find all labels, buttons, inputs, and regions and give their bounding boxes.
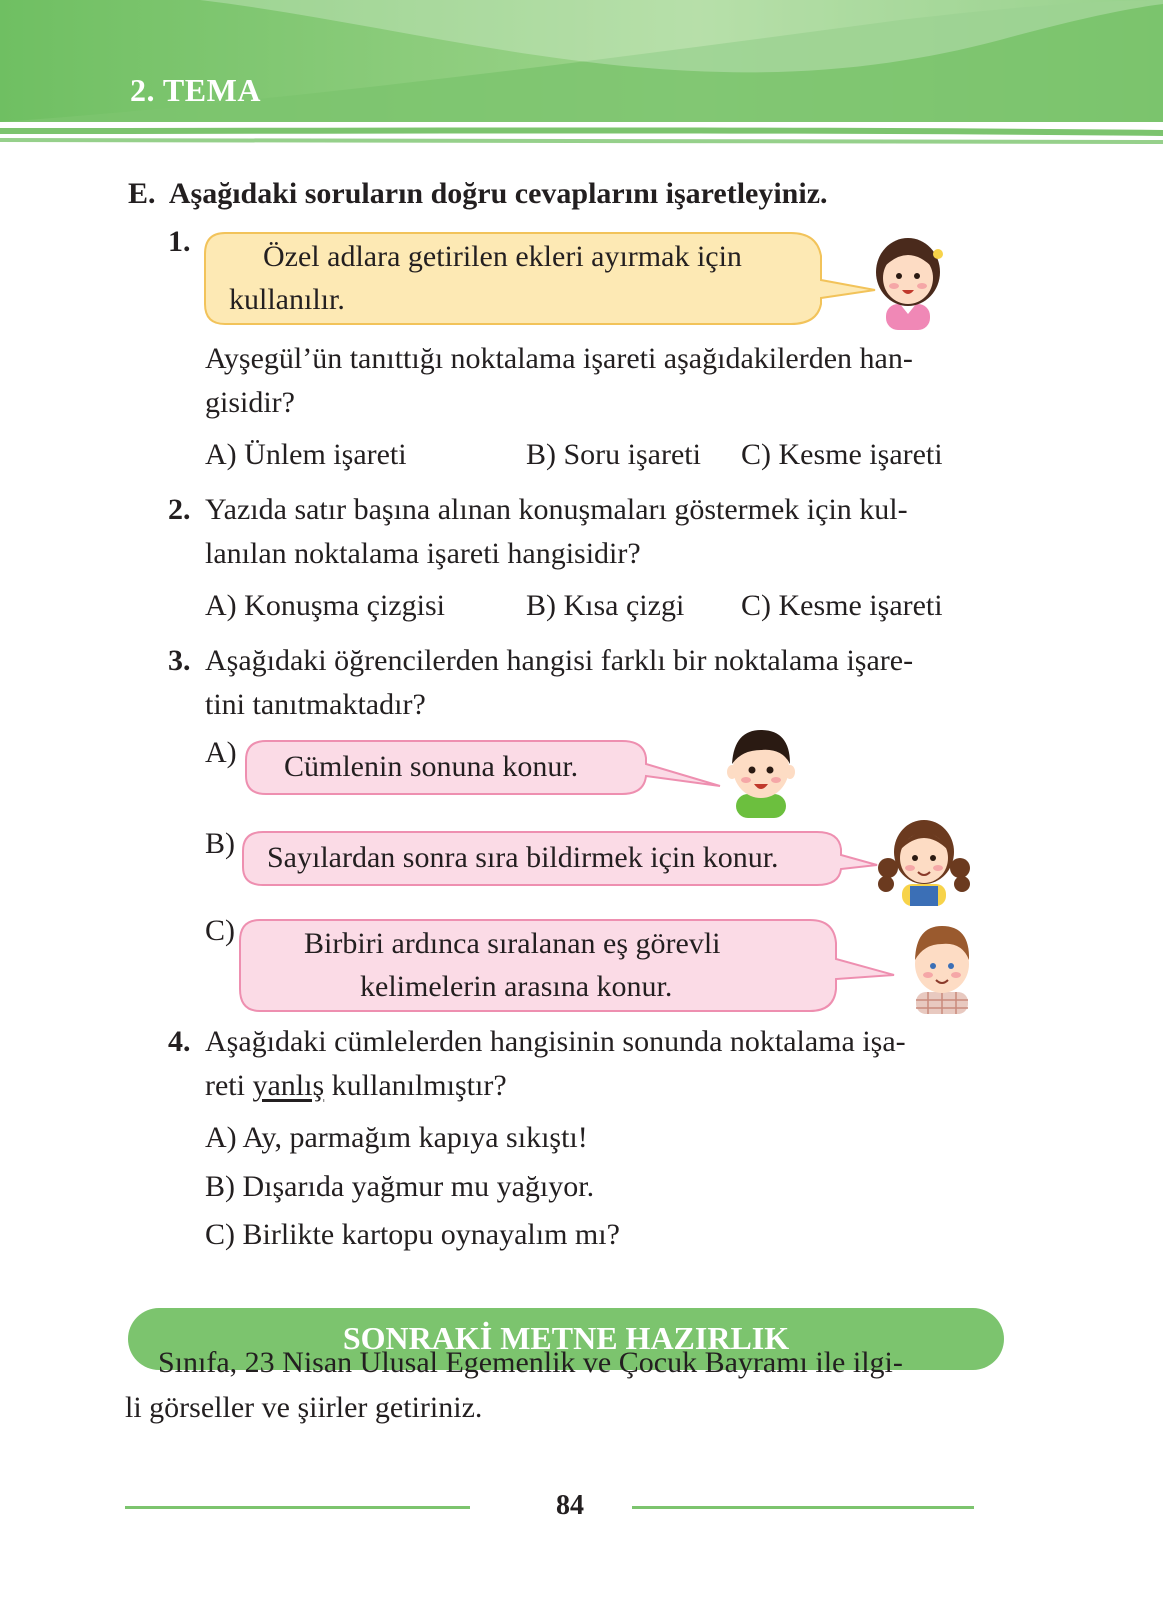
question-4-line-2-post: kullanılmıştır? [324,1069,507,1102]
q3-option-c-line-2: kelimelerin arasına konur. [360,970,673,1003]
q4-option-c[interactable]: C) Birlikte kartopu oynayalım mı? [205,1218,620,1251]
next-section-line-1: Sınıfa, 23 Nisan Ulusal Egemenlik ve Çocuk Bayramı ile ilgi- [158,1346,903,1379]
page-number: 84 [556,1490,584,1521]
question-2-line-1: Yazıda satır başına alınan konuşmaları göstermek için kul- [205,493,908,526]
section-instruction: Aşağıdaki soruların doğru cevaplarını işaretleyiniz. [168,177,828,210]
question-1-line-2: gisidir? [205,386,295,419]
girl-aysegul-illustration [866,224,950,330]
footer-line-left [125,1506,470,1509]
speech-bubble-aysegul [203,232,883,326]
q4-option-b[interactable]: B) Dışarıda yağmur mu yağıyor. [205,1170,595,1203]
underlined-word: yanlış [252,1069,325,1102]
q2-option-a[interactable]: A) Konuşma çizgisi [205,589,445,622]
bubble-line-1: Özel adlara getirilen ekleri ayırmak için [263,240,742,273]
q3-option-c-label[interactable]: C) [205,914,235,947]
q3-option-b-bubble[interactable] [241,831,881,887]
q1-option-c[interactable]: C) Kesme işareti [741,438,943,471]
theme-label: 2. TEMA [130,72,261,108]
girl-curly-hair-illustration [876,812,972,906]
q3-option-b-label[interactable]: B) [205,827,235,860]
question-3-line-2: tini tanıtmaktadır? [205,688,426,721]
q3-option-c-bubble[interactable] [238,919,898,1013]
q3-option-a-text: Cümlenin sonuna konur. [284,750,579,783]
q3-option-b-text: Sayılardan sonra sıra bildirmek için konur. [267,841,779,874]
question-1-number: 1. [168,225,191,258]
q2-option-c[interactable]: C) Kesme işareti [741,589,943,622]
next-section-line-2: li görseller ve şiirler getiriniz. [125,1391,483,1424]
question-2-number: 2. [168,493,191,526]
question-4-line-2-pre: reti [205,1069,253,1102]
q2-option-b[interactable]: B) Kısa çizgi [526,589,685,622]
section-heading [128,172,828,216]
question-1-line-1: Ayşegül’ün tanıttığı noktalama işareti aşağıdakilerden han- [205,342,913,375]
boy-checked-shirt-illustration [904,920,980,1014]
q3-option-c-line-1: Birbiri ardınca sıralanan eş görevli [304,927,721,960]
q4-option-a[interactable]: A) Ay, parmağım kapıya sıkıştı! [205,1121,588,1154]
question-4-line-2 [205,1064,507,1108]
question-3-number: 3. [168,644,191,677]
question-4-number: 4. [168,1025,191,1058]
q3-option-a-label[interactable]: A) [205,736,237,769]
next-section-title: SONRAKİ METNE HAZIRLIK [342,1320,790,1356]
section-letter: E. [128,177,156,210]
question-2-line-2: lanılan noktalama işareti hangisidir? [205,537,641,570]
footer-line-right [632,1506,974,1509]
boy-green-shirt-illustration [720,722,802,818]
bubble-line-2: kullanılır. [229,283,345,316]
question-3-line-1: Aşağıdaki öğrencilerden hangisi farklı bir noktalama işare- [205,644,914,677]
question-4-line-1: Aşağıdaki cümlelerden hangisinin sonunda noktalama işa- [205,1025,906,1058]
q1-option-b[interactable]: B) Soru işareti [526,438,701,471]
q3-option-a-bubble[interactable] [244,740,724,796]
q1-option-a[interactable]: A) Ünlem işareti [205,438,407,471]
page-header [0,0,1163,150]
